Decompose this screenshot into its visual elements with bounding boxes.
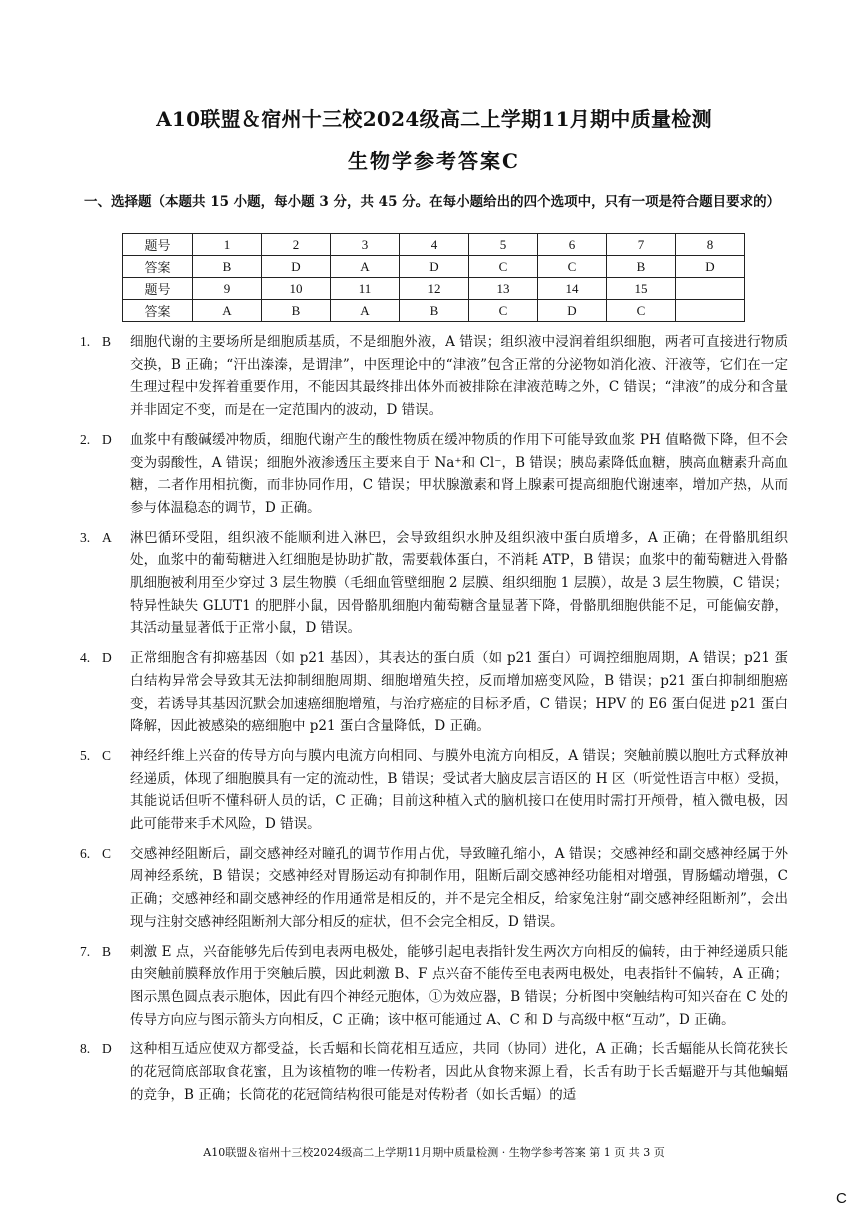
answer-table-row [123,278,745,300]
answer-table-cell: D [262,256,331,278]
item-answer: C [102,747,112,763]
answer-table-cell [676,278,745,300]
item-explanation: 交感神经阻断后，副交感神经对瞳孔的调节作用占优，导致瞳孔缩小，A 错误；交感神经和副交感神经属于外周神经系统，B 错误；交感神经对胃肠运动有抑制作用，阻断后副交感神经功能相对增强，胃肠蠕动增强，C 正确；交感神经和副交感神经的作用通常是相反的，并不是完全相反，给家兔注射“副交感神经阻断剂”，会出现与注射交感神经阻断剂大部分相反的症状，但不会完全相反，D 错误。 [130,845,788,930]
document-subtitle: 生物学参考答案C [348,149,520,173]
answer-table [122,233,745,322]
explanation-item [80,941,788,1032]
answer-table-cell: 14 [538,278,607,300]
item-number: 3. [80,529,91,545]
item-number: 2. [80,431,91,447]
answer-table-cell [676,300,745,322]
item-answer: D [102,431,112,447]
answer-table-cell: 5 [469,234,538,256]
explanation-item [80,527,788,641]
answer-table-cell: 1 [193,234,262,256]
answer-table-cell: 13 [469,278,538,300]
item-number: 5. [80,747,91,763]
answer-table-cell: B [607,256,676,278]
item-answer: C [102,845,112,861]
corner-mark: C [836,1190,847,1207]
answer-table-cell: B [262,300,331,322]
item-explanation: 刺激 E 点，兴奋能够先后传到电表两电极处，能够引起电表指针发生两次方向相反的偏转，由于神经递质只能由突触前膜释放作用于突触后膜，因此刺激 B、F 点兴奋不能传至电表两电极处，电表指针不偏转，A 正确；图示黑色圆点表示胞体，因此有四个神经元胞体，①为效应器，B 错误；分析图中突触结构可知兴奋在 C 处的传导方向应与图示箭头方向相反，C 正确；该中枢可能通过 A、C 和 D 与高级中枢“互动”，D 正确。 [130,943,788,1028]
answer-table-cell: 10 [262,278,331,300]
answer-table-cell: D [676,256,745,278]
item-explanation: 神经纤维上兴奋的传导方向与膜内电流方向相同、与膜外电流方向相反，A 错误；突触前膜以胞吐方式释放神经递质，体现了细胞膜具有一定的流动性，B 错误；受试者大脑皮层言语区的 H 区（听觉性语言中枢）受损，其能说话但听不懂科研人员的话，C 正确；目前这种植入式的脑机接口在使用时需打开颅骨，植入微电极，因此可能带来手术风险，D 错误。 [130,747,788,833]
answer-table-cell: C [538,256,607,278]
item-number: 7. [80,943,91,959]
answer-table-cell: C [469,300,538,322]
answer-table-cell: A [193,300,262,322]
page-footer: A10联盟＆宿州十三校2024级高二上学期11月期中质量检测 · 生物学参考答案 第 1 页 共 3 页 [203,1146,665,1159]
item-explanation: 血浆中有酸碱缓冲物质，细胞代谢产生的酸性物质在缓冲物质的作用下可能导致血浆 PH 值略微下降，但不会变为弱酸性，A 错误；细胞外液渗透压主要来自于 Na⁺和 Cl⁻，B 错误；胰岛素降低血糖，胰高血糖素升高血糖，二者作用相抗衡，而非协同作用，C 错误；甲状腺激素和肾上腺素可提高细胞代谢速率，增加产热，从而参与体温稳态的调节，D 正确。 [130,431,788,516]
answer-table-cell: 11 [331,278,400,300]
answer-table-row-label: 答案 [123,256,193,278]
item-explanation: 淋巴循环受阻，组织液不能顺利进入淋巴，会导致组织水肿及组织液中蛋白质增多，A 正确；在骨骼肌组织处，血浆中的葡萄糖进入红细胞是协助扩散，需要载体蛋白，不消耗 ATP，B 错误；血浆中的葡萄糖进入骨骼肌细胞被利用至少穿过 3 层生物膜（毛细血管壁细胞 2 层膜、组织细胞 1 层膜），故是 3 层生物膜，C 错误；特异性缺失 GLUT1 的肥胖小鼠，因骨骼肌细胞内葡萄糖含量显著下降，骨骼肌细胞供能不足，可能偏安静，其活动量显著低于正常小鼠，D 错误。 [130,529,788,637]
item-answer: B [102,334,112,349]
explanation-item [80,331,788,422]
answer-table-cell: 8 [676,234,745,256]
answer-table-cell: D [538,300,607,322]
explanation-item [80,843,788,934]
explanation-item [80,647,788,738]
item-answer: B [102,943,112,959]
answer-table-row [123,256,745,278]
item-answer: D [102,1041,112,1057]
answer-table-cell: 15 [607,278,676,300]
answer-table-cell: A [331,256,400,278]
answer-table-row [123,300,745,322]
item-answer: D [102,650,112,666]
item-number: 4. [80,650,91,666]
answer-table-row-label: 题号 [123,278,193,300]
answer-table-cell: B [400,300,469,322]
item-answer: A [102,529,112,545]
answer-table-cell: 3 [331,234,400,256]
answer-table-cell: 2 [262,234,331,256]
answer-table-row-label: 题号 [123,234,193,256]
item-explanation: 这种相互适应使双方都受益，长舌蝠和长筒花相互适应，共同（协同）进化，A 正确；长舌蝠能从长筒花狭长的花冠筒底部取食花蜜，且为该植物的唯一传粉者，因此从食物来源上看，长舌有助于长舌蝠避开与其他蝙蝠的竞争，B 正确；长筒花的花冠筒结构很可能是对传粉者（如长舌蝠）的适 [130,1041,788,1103]
explanation-item [80,429,788,520]
section-heading: 一、选择题（本题共 15 小题，每小题 3 分，共 45 分。在每小题给出的四个选项中，只有一项是符合题目要求的） [84,194,781,210]
answer-table-cell: 9 [193,278,262,300]
item-number: 6. [80,845,91,861]
answer-table-cell: 4 [400,234,469,256]
explanation-item [80,745,788,836]
answer-table-cell: 12 [400,278,469,300]
answer-table-row [123,234,745,256]
answer-table-cell: D [400,256,469,278]
answer-table-cell: 6 [538,234,607,256]
item-explanation: 细胞代谢的主要场所是细胞质基质，不是细胞外液，A 错误；组织液中浸润着组织细胞，两者可直接进行物质交换，B 正确；“汗出溱溱，是谓津”，中医理论中的“津液”包含正常的分泌物如消化液、汗液等，它们在一定生理过程中发挥着重要作用，不能因其最终排出体外而被排除在津液范畴之外，C 错误；“津液”的成分和含量并非固定不变，而是在一定范围内的波动，D 错误。 [130,334,788,419]
item-explanation: 正常细胞含有抑癌基因（如 p21 基因），其表达的蛋白质（如 p21 蛋白）可调控细胞周期，A 错误；p21 蛋白结构异常会导致其无法抑制细胞周期、细胞增殖失控，反而增加癌变风险，B 错误；p21 蛋白抑制细胞癌变，若诱导其基因沉默会加速癌细胞增殖，与治疗癌症的目标矛盾，C 错误；HPV 的 E6 蛋白促进 p21 蛋白降解，因此被感染的癌细胞中 p21 蛋白含量降低，D 正确。 [130,650,788,735]
item-number: 8. [80,1041,91,1057]
answer-table-cell: A [331,300,400,322]
answer-table-cell: C [469,256,538,278]
answer-table-row-label: 答案 [123,300,193,322]
answer-table-cell: 7 [607,234,676,256]
explanation-item [80,1038,788,1106]
document-title: A10联盟＆宿州十三校2024级高二上学期11月期中质量检测 [156,107,712,131]
item-number: 1. [80,334,91,349]
explanation-list [80,331,788,1114]
answer-table-cell: B [193,256,262,278]
answer-table-cell: C [607,300,676,322]
